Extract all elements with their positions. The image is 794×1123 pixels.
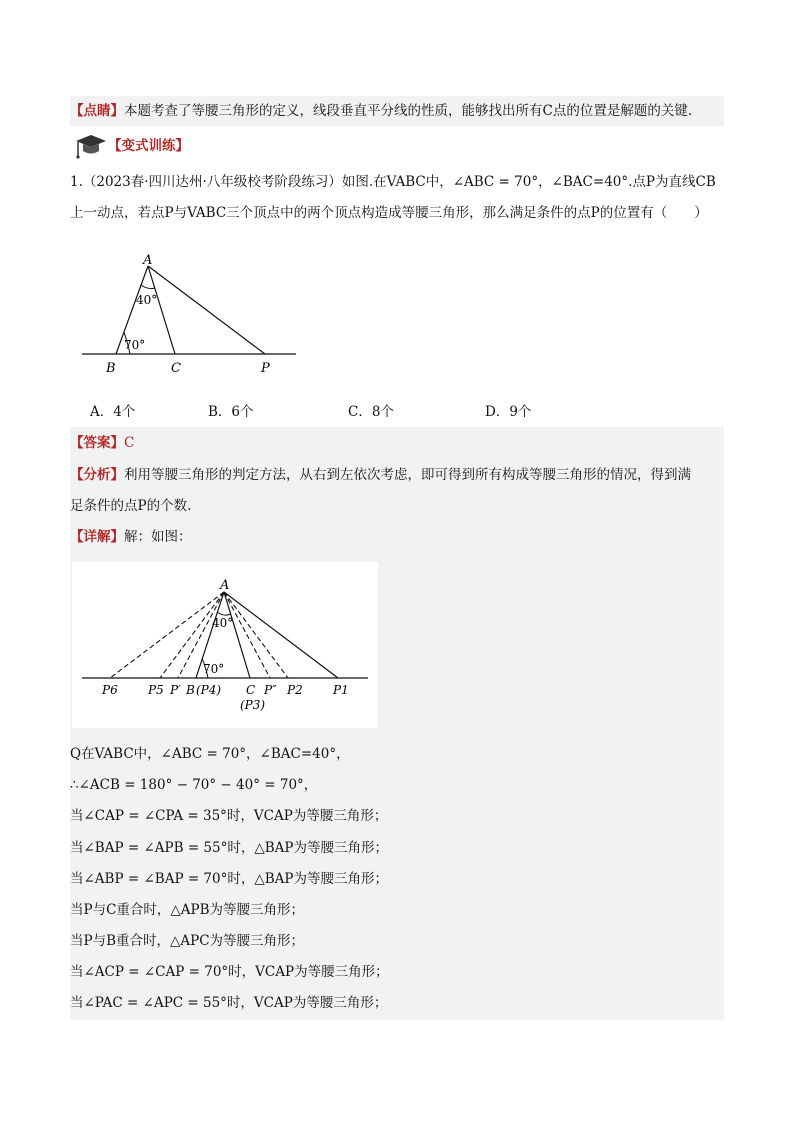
answer-value: C [124, 435, 135, 451]
fig2-label-p4: (P4) [196, 683, 222, 697]
detail-tag: 【详解】 [70, 529, 124, 545]
fig1-angle-a: 40° [136, 293, 158, 307]
choice-b[interactable]: B．6个 [208, 404, 254, 420]
remark-line [70, 101, 692, 121]
section-title [108, 136, 189, 156]
answer-line [70, 433, 134, 453]
fig1-angle-b: 70° [124, 338, 146, 352]
fig2-dash-p2 [224, 592, 288, 678]
choice-c[interactable]: C．8个 [348, 404, 394, 420]
fig2-label-p3: (P3) [240, 698, 266, 712]
question-line-1: 1.（2023春·四川达州·八年级校考阶段练习）如图.在VABC中，∠ABC = 70°，∠BAC=40°.点P为直线CB [70, 174, 716, 190]
step-line: ∴∠ACB = 180° − 70° − 40° = 70°， [70, 777, 318, 793]
fig1-label-c: C [171, 361, 181, 376]
fig2-label-ppp: P″ [264, 683, 277, 697]
fig2-label-pp: P′ [170, 683, 181, 697]
analysis-line-2: 足条件的点P的个数. [70, 498, 192, 514]
step-line: 当∠BAP = ∠APB = 55°时，△BAP为等腰三角形； [70, 840, 388, 856]
analysis-line-1 [70, 465, 691, 485]
fig2-segment-ac [224, 592, 250, 678]
fig2-dash-ppp [224, 592, 270, 678]
fig1-label-a: A [143, 253, 153, 268]
fig2-label-p6: P6 [102, 683, 118, 697]
section-title-text: 【变式训练】 [108, 138, 189, 154]
fig2-label-p5: P5 [148, 683, 164, 697]
fig2-label-p1: P1 [333, 683, 349, 697]
step-line: 当∠PAC = ∠APC = 55°时，VCAP为等腰三角形； [70, 995, 388, 1011]
analysis-text-1: 利用等腰三角形的判定方法，从右到左依次考虑，即可得到所有构成等腰三角形的情况，得到满 [124, 467, 691, 483]
step-line: 当∠ABP = ∠BAP = 70°时，△BAP为等腰三角形； [70, 871, 388, 887]
question-line-2: 上一动点，若点P与VABC三个顶点中的两个顶点构造成等腰三角形，那么满足条件的点P的位置有（ ） [70, 205, 708, 221]
fig2-label-b: B [186, 683, 195, 697]
section-header [74, 133, 108, 163]
step-line: Q在VABC中，∠ABC = 70°，∠BAC=40°， [70, 746, 350, 762]
fig2-label-c: C [246, 683, 256, 697]
fig1-segment-ac [148, 266, 175, 354]
answer-tag: 【答案】 [70, 435, 124, 451]
fig2-angle-b: 70° [203, 662, 225, 676]
fig2-angle-a: 40° [212, 616, 234, 630]
remark-text: 本题考查了等腰三角形的定义，线段垂直平分线的性质，能够找出所有C点的位置是解题的关键. [124, 103, 693, 119]
remark-tag: 【点睛】 [70, 103, 124, 119]
fig2-angle-arc-a [217, 612, 231, 615]
figure-2 [72, 562, 378, 728]
fig1-segment-ap [148, 266, 265, 354]
step-line: 当∠CAP = ∠CPA = 35°时，VCAP为等腰三角形； [70, 808, 388, 824]
detail-text: 解：如图： [124, 529, 192, 545]
step-line: 当P与C重合时，△APB为等腰三角形； [70, 902, 305, 918]
fig1-angle-arc-a [141, 285, 155, 289]
fig1-label-b: B [106, 361, 116, 376]
fig2-segment-ap1 [224, 592, 338, 678]
graduation-cap-icon [74, 133, 108, 159]
fig2-label-a: A [220, 578, 230, 593]
step-line: 当∠ACP = ∠CAP = 70°时，VCAP为等腰三角形； [70, 964, 389, 980]
fig2-label-p2: P2 [287, 683, 303, 697]
choice-a[interactable]: A．4个 [90, 404, 136, 420]
analysis-tag: 【分析】 [70, 467, 124, 483]
figure-1 [78, 250, 303, 380]
detail-line [70, 527, 192, 547]
fig1-label-p: P [261, 361, 270, 376]
step-line: 当P与B重合时，△APC为等腰三角形； [70, 933, 305, 949]
choices-row [90, 402, 531, 422]
choice-d[interactable]: D．9个 [485, 404, 532, 420]
